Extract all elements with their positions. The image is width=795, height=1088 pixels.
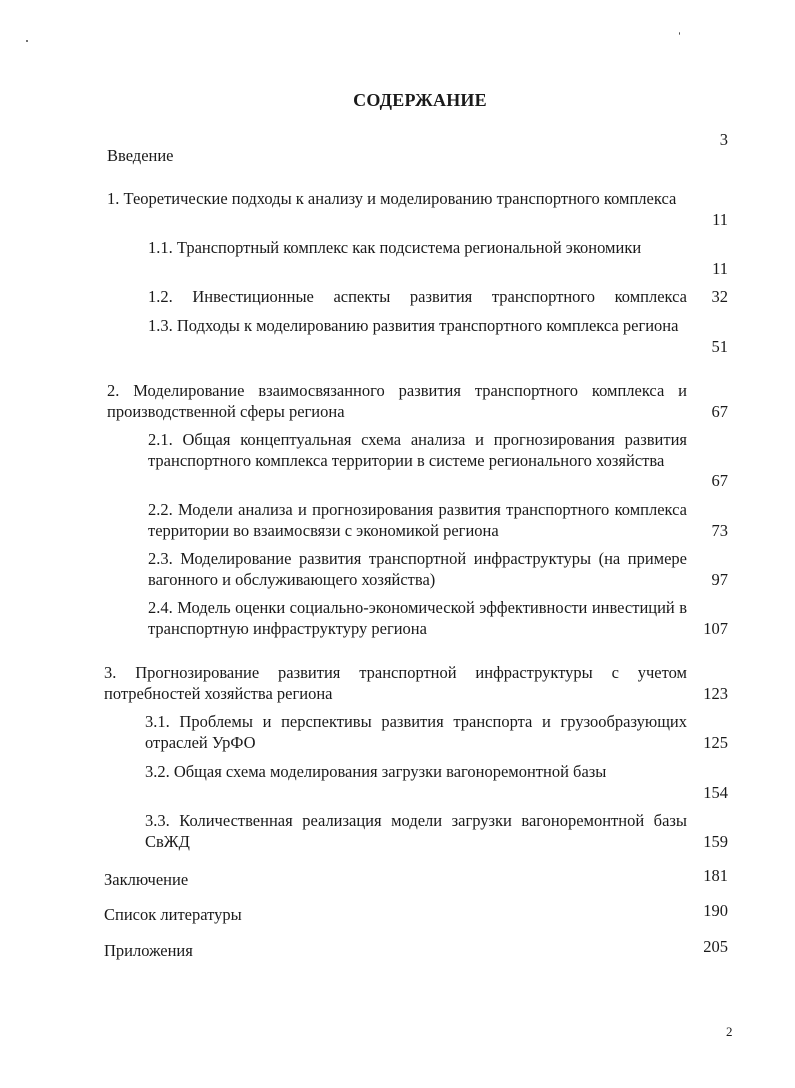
toc-entry <box>104 937 728 967</box>
toc-entry-page: 125 <box>703 733 728 752</box>
toc-entry <box>148 598 728 642</box>
scan-speck <box>26 40 28 42</box>
toc-entry <box>104 866 728 896</box>
toc-entry-text: Заключение <box>104 870 189 889</box>
toc-entry <box>148 549 728 593</box>
toc-entry <box>145 762 728 806</box>
scan-speck <box>679 32 680 35</box>
toc-entry-page: 67 <box>711 471 728 490</box>
page-title: СОДЕРЖАНИЕ <box>353 90 487 110</box>
toc-entry <box>145 712 728 756</box>
toc-entry <box>148 287 728 311</box>
toc-entry-text: 2.4. Модель оценки социально-экономической эффективности инвестиций в транспортную инфраструктуру региона <box>148 598 687 638</box>
toc-entry-text: 3. Прогнозирование развития транспортной инфраструктуры с учетом потребностей хозяйства региона <box>104 663 687 703</box>
toc-entry-page: 205 <box>703 937 728 956</box>
toc-entry-text: 3.3. Количественная реализация модели загрузки вагоноремонтной базы СвЖД <box>145 811 687 851</box>
toc-entry <box>148 238 728 282</box>
toc-entry <box>107 130 728 170</box>
toc-entry-page: 154 <box>703 783 728 802</box>
toc-entry-text: 2.1. Общая концептуальная схема анализа и прогнозирования развития транспортного комплекса территории в системе регионального хозяйства <box>148 430 687 470</box>
toc-entry-page: 32 <box>711 287 728 306</box>
toc-entry-text: Введение <box>107 146 174 165</box>
toc-entry-page: 11 <box>712 210 728 229</box>
toc-entry-page: 107 <box>703 619 728 638</box>
toc-entry <box>148 500 728 544</box>
toc-entry-text: 1.3. Подходы к моделированию развития транспортного комплекса региона <box>148 316 679 335</box>
toc-entry-text: 3.1. Проблемы и перспективы развития транспорта и грузообразующих отраслей УрФО <box>145 712 687 752</box>
toc-entry-page: 123 <box>703 684 728 703</box>
toc-entry-text: 2.2. Модели анализа и прогнозирования развития транспортного комплекса территории во взаимосвязи с экономикой региона <box>148 500 687 540</box>
toc-entry-page: 51 <box>711 337 728 356</box>
toc-entry-text: 2.3. Моделирование развития транспортной инфраструктуры (на примере вагонного и обслуживающего хозяйства) <box>148 549 687 589</box>
toc-entry <box>107 381 728 425</box>
toc-entry <box>107 189 728 233</box>
toc-entry <box>148 430 728 494</box>
toc-entry-page: 3 <box>719 130 728 149</box>
toc-entry-page: 73 <box>711 521 728 540</box>
toc-entry-page: 97 <box>711 570 728 589</box>
toc-entry-text: 1.1. Транспортный комплекс как подсистема региональной экономики <box>148 238 642 257</box>
toc-entry-page: 190 <box>703 901 728 920</box>
toc-entry-text: 3.2. Общая схема моделирования загрузки вагоноремонтной базы <box>145 762 607 781</box>
toc-entry <box>148 316 728 360</box>
toc-entry-page: 181 <box>703 866 728 885</box>
page-number: 2 <box>726 1024 733 1039</box>
toc-entry-text: 1. Теоретические подходы к анализу и моделированию транспортного комплекса <box>107 189 677 208</box>
toc-entry <box>104 663 728 707</box>
toc-entry-text: 2. Моделирование взаимосвязанного развития транспортного комплекса и производственной сферы региона <box>107 381 687 421</box>
toc-entry-text: 1.2. Инвестиционные аспекты развития транспортного комплекса <box>148 287 687 306</box>
toc-entry <box>145 811 728 855</box>
toc-entry-text: Приложения <box>104 941 193 960</box>
toc-entry-page: 67 <box>711 402 728 421</box>
toc-entry <box>104 901 728 931</box>
toc-entry-page: 11 <box>712 259 728 278</box>
toc-entry-page: 159 <box>703 832 728 851</box>
toc-entry-text: Список литературы <box>104 905 242 924</box>
